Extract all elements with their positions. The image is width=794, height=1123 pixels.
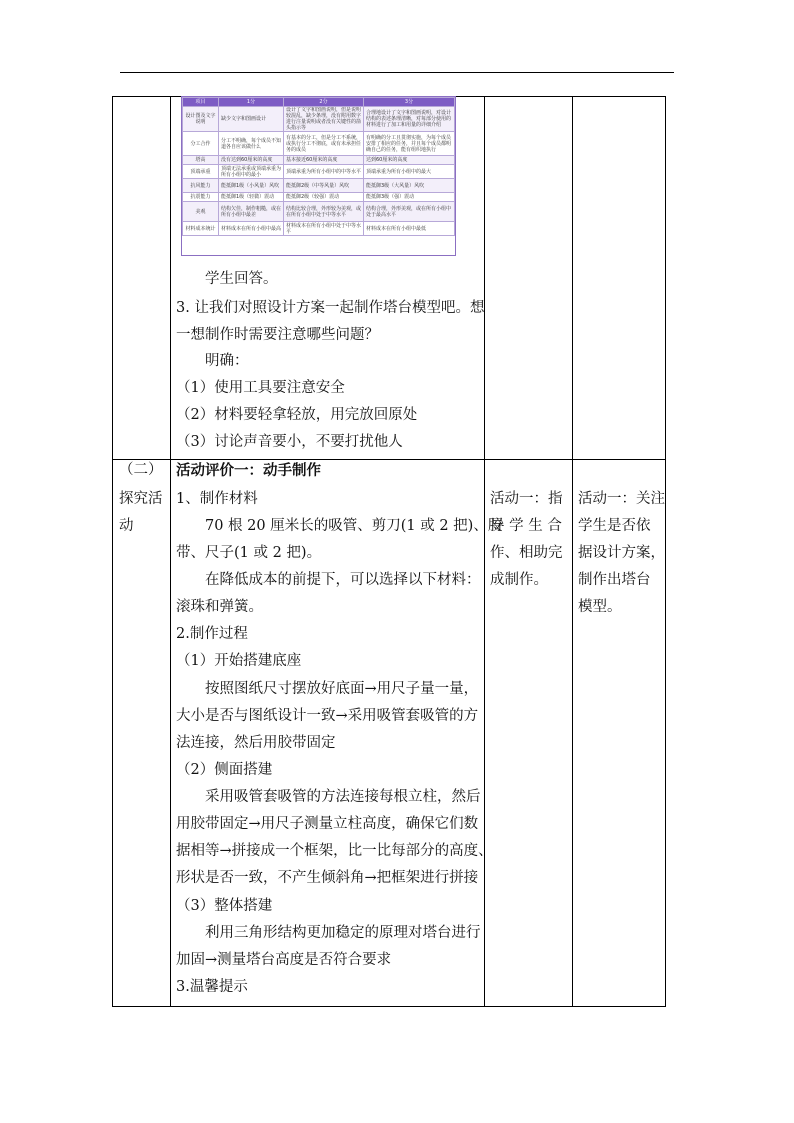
rubric-cell: 顶端承重 <box>183 165 219 179</box>
rubric-cell: 达到60厘米的高度 <box>364 156 455 165</box>
rubric-cell: 基本接近60厘米的高度 <box>284 156 364 165</box>
rubric-cell: 合理地设计了文字和图画说明，对设计结构的表述条理清晰，对每部分使用的材料进行了加工和用量的详细介绍 <box>364 107 455 132</box>
rubric-cell: 设计了文字和图画说明，但是说明较混乱，缺少条理，没有附用数字进行注量说明或者没有关键性的箭头指示等 <box>284 107 364 132</box>
rubric-cell: 分工合作 <box>183 132 219 156</box>
teacher-activity: 活动一：指 <box>490 491 563 507</box>
design-intent: 学生是否依 <box>578 518 651 534</box>
body-line: 2.制作过程 <box>176 626 248 642</box>
student-answer: 学生回答。 <box>205 271 278 287</box>
rubric-cell: 塔高 <box>183 156 219 165</box>
stage-label: 动 <box>119 518 134 534</box>
body-line: 滚珠和弹簧。 <box>176 599 263 615</box>
rubric-cell: 结构比较合理，外形较为美观，或在所有小组中处于中等水平 <box>284 202 364 222</box>
body-line: 用胶带固定→用尺子测量立柱高度，确保它们数 <box>176 816 479 832</box>
rubric-cell: 缺少文字和图画设计 <box>219 107 284 132</box>
teacher-activity: 作、相助完 <box>490 545 563 561</box>
column-divider <box>484 97 485 1006</box>
rubric-row <box>183 222 455 236</box>
rubric-cell: 能抵御2级（中等风量）风吹 <box>284 179 364 193</box>
rubric-row <box>183 107 455 132</box>
body-line: 法连接，然后用胶带固定 <box>176 735 336 751</box>
rubric-row <box>183 179 455 193</box>
rubric-cell: 顶端无法承重或顶端承重为所有小组中的最小 <box>219 165 284 179</box>
body-line: （3）整体搭建 <box>176 898 273 914</box>
rubric-cell: 没有达到60厘米的高度 <box>219 156 284 165</box>
rubric-header: 2分 <box>284 98 364 107</box>
body-line: 按照图纸尺寸摆放好底面→用尺子量一量， <box>205 681 479 697</box>
rubric-cell: 能抵御3级（大风量）风吹 <box>364 179 455 193</box>
column-divider <box>572 97 573 1006</box>
body-line: 3. 让我们对照设计方案一起制作塔台模型吧。想 <box>176 300 485 316</box>
rubric-cell: 材料成本统计 <box>183 222 219 236</box>
list-item: （1）使用工具要注意安全 <box>176 380 345 396</box>
teacher-activity: 成制作。 <box>490 572 548 588</box>
body-line: 一想制作时需要注意哪些问题？ <box>176 327 379 343</box>
rubric-cell: 抗风能力 <box>183 179 219 193</box>
activity-heading: 活动评价一：动手制作 <box>176 462 321 479</box>
body-line: 利用三角形结构更加稳定的原理对塔台进行 <box>205 925 481 941</box>
rubric-row <box>183 132 455 156</box>
list-item: （3）讨论声音要小，不要打扰他人 <box>176 434 403 450</box>
rubric-cell: 材料成本在所有小组中最低 <box>364 222 455 236</box>
body-line: 3.温馨提示 <box>176 979 248 995</box>
rubric-header: 3分 <box>364 98 455 107</box>
rubric-cell: 结构合理，外形美观，或在所有小组中处于最高水平 <box>364 202 455 222</box>
rubric-cell: 能抵御1级（轻微）震动 <box>219 193 284 202</box>
stage-label: 探究活 <box>119 491 163 507</box>
rubric-table-image <box>181 96 456 256</box>
body-line: 1、制作材料 <box>176 491 258 507</box>
rubric-header: 项目 <box>183 98 219 107</box>
body-line: 形状是否一致，不产生倾斜角→把框架进行拼接 <box>176 870 479 886</box>
design-intent: 制作出塔台 <box>578 572 651 588</box>
rubric-cell: 顶端承重为所有小组中的中等水平 <box>284 165 364 179</box>
rubric-cell: 顶端承重为所有小组中的最大 <box>364 165 455 179</box>
list-item: （2）材料要轻拿轻放，用完放回原处 <box>176 407 418 423</box>
header-rule <box>120 72 674 73</box>
rubric-cell: 能抵御3级（强）震动 <box>364 193 455 202</box>
body-line: 带、尺子(1 或 2 把)。 <box>176 545 322 561</box>
rubric-cell: 设计图及文字说明 <box>183 107 219 132</box>
rubric-cell: 分工不明确，每个成员不知道各自应该做什么 <box>219 132 284 156</box>
teacher-activity: 导 学 生 合 <box>490 518 562 534</box>
design-intent: 模型。 <box>578 599 622 615</box>
rubric-row <box>183 156 455 165</box>
rubric-cell: 抗震能力 <box>183 193 219 202</box>
rubric-cell: 能抵御1级（小风量）风吹 <box>219 179 284 193</box>
rubric-header: 1分 <box>219 98 284 107</box>
body-line: （1）开始搭建底座 <box>176 653 302 669</box>
design-intent: 据设计方案， <box>578 545 665 561</box>
design-intent: 活动一：关注 <box>578 491 665 507</box>
stage-label: （二） <box>119 462 163 478</box>
body-line: 据相等→拼接成一个框架，比一比每部分的高度、 <box>176 843 493 859</box>
column-divider <box>170 97 171 1006</box>
rubric-cell: 有基本的分工，但是分工不系统，或执行分工不彻底，或有未承担任务的成员 <box>284 132 364 156</box>
body-line: （2）侧面搭建 <box>176 762 273 778</box>
body-line: 明确： <box>205 353 249 369</box>
rubric-cell: 有明确的分工且贯彻实施，为每个成员安排了相应的任务，并且每个成员都明确自己的任务，能有组织地执行 <box>364 132 455 156</box>
body-line: 加固→测量塔台高度是否符合要求 <box>176 952 392 968</box>
body-line: 在降低成本的前提下，可以选择以下材料： <box>205 572 481 588</box>
rubric-cell: 材料成本在所有小组中处于中等水平 <box>284 222 364 236</box>
rubric-row <box>183 202 455 222</box>
rubric-cell: 美观 <box>183 202 219 222</box>
body-line: 70 根 20 厘米长的吸管、剪刀(1 或 2 把)、胶 <box>205 518 503 534</box>
rubric-row <box>183 165 455 179</box>
body-line: 采用吸管套吸管的方法连接每根立柱，然后 <box>205 789 481 805</box>
rubric-cell: 材料成本在所有小组中最高 <box>219 222 284 236</box>
rubric-cell: 能抵御2级（较强）震动 <box>284 193 364 202</box>
rubric-row <box>183 193 455 202</box>
rubric-cell: 结构欠佳，制作粗糙，或在所有小组中最差 <box>219 202 284 222</box>
body-line: 大小是否与图纸设计一致→采用吸管套吸管的方 <box>176 708 479 724</box>
